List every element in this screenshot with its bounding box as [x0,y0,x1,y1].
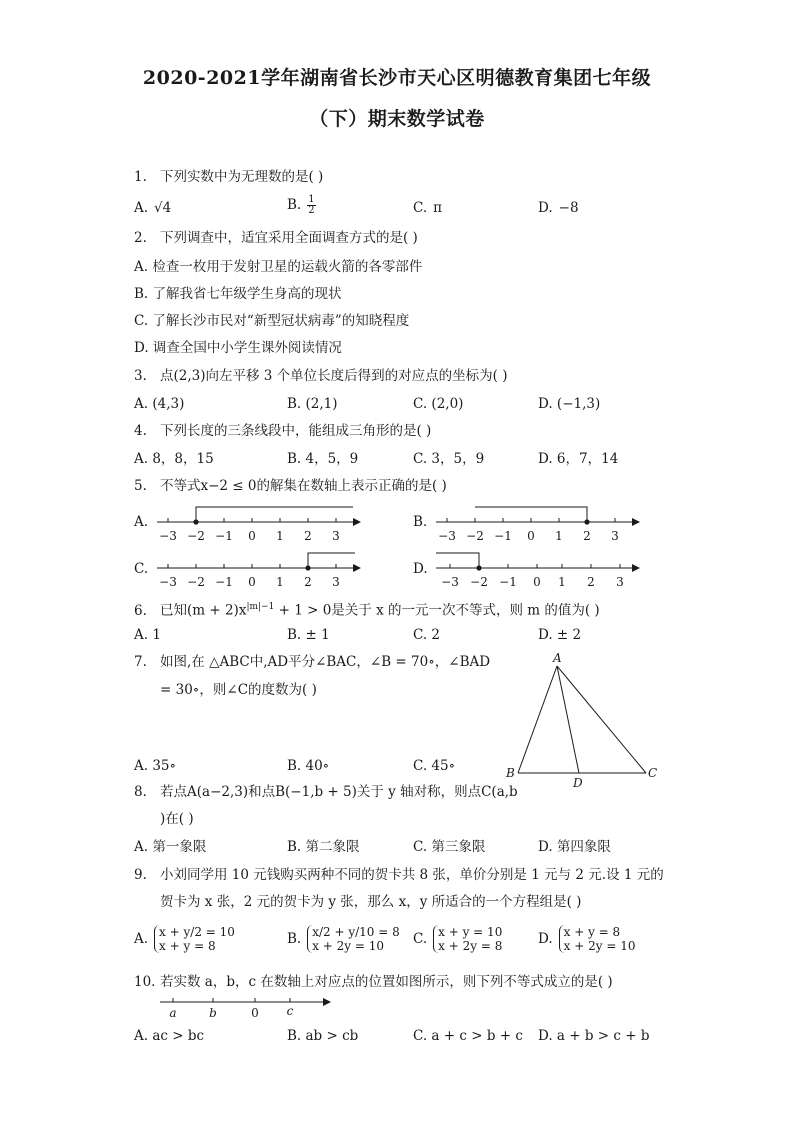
q7-option-c[interactable]: C. 45∘ [413,758,456,774]
vertex-b-label: B [506,766,515,780]
q5-label-a[interactable]: A. [134,514,149,530]
svg-text:2: 2 [304,529,312,543]
svg-text:−3: −3 [159,575,177,589]
q3-option-d[interactable]: D. (−1,3) [538,396,601,412]
svg-text:0: 0 [248,529,256,543]
question-8-cont: )在( ) [160,811,194,827]
question-3: 3. 点(2,3)向左平移 3 个单位长度后得到的对应点的坐标为( ) [134,368,508,384]
svg-text:−2: −2 [187,575,205,589]
svg-text:3: 3 [332,529,340,543]
svg-text:−2: −2 [470,575,488,589]
q5-numberline-a[interactable] [155,500,365,546]
svg-text:0: 0 [251,1006,259,1020]
svg-text:1: 1 [555,529,563,543]
question-4: 4. 下列长度的三条线段中，能组成三角形的是( ) [134,423,432,439]
q8-option-a[interactable]: A. 第一象限 [134,839,207,855]
q8-option-c[interactable]: C. 第三象限 [413,839,486,855]
svg-text:b: b [209,1006,217,1020]
q5-numberline-b[interactable] [434,500,644,546]
svg-text:a: a [169,1006,177,1020]
question-7: 7. 如图,在 △ABC中,AD平分∠BAC，∠B = 70∘，∠BAD [134,654,491,670]
svg-text:1: 1 [558,575,566,589]
q10-option-a[interactable]: A. ac > bc [134,1028,205,1044]
svg-text:c: c [286,1004,294,1018]
svg-text:−1: −1 [494,529,512,543]
q10-option-d[interactable]: D. a + b > c + b [538,1028,650,1044]
question-10: 10. 若实数 a，b，c 在数轴上对应点的位置如图所示，则下列不等式成立的是( ) [134,974,613,990]
q3-option-a[interactable]: A. (4,3) [134,396,185,412]
svg-text:−2: −2 [466,529,484,543]
q2-option-b[interactable]: B. 了解我省七年级学生身高的现状 [134,286,342,302]
q1-option-c[interactable]: C. π [413,200,443,216]
q2-option-a[interactable]: A. 检查一枚用于发射卫星的运载火箭的各零部件 [134,259,423,275]
point-d-label: D [573,776,583,790]
question-6: 6. 已知$(m + 2)x^{|m|-1} + 1 > 0$是关于 x 的一元一次不等式，则 m 的值为( ) [134,602,600,619]
question-5: 5. 不等式x−2 ≤ 0的解集在数轴上表示正确的是( ) [134,478,447,494]
equation-system: x/2 + y/10 = 8 x + 2y = 10 [307,925,400,953]
q2-option-c[interactable]: C. 了解长沙市民对“新型冠状病毒”的知晓程度 [134,313,410,329]
q5-label-d[interactable]: D. [413,561,428,577]
q1-option-a[interactable]: A. √4 [134,200,172,216]
q6-option-c[interactable]: C. 2 [413,627,441,643]
q6-option-b[interactable]: B. ± 1 [287,627,330,643]
q5-label-c[interactable]: C. [134,561,149,577]
svg-text:1: 1 [276,529,284,543]
vertex-a-label: A [553,651,562,665]
question-1 [134,168,323,186]
q9-option-a[interactable]: A. x + y/2 = 10 x + y = 8 [134,925,235,953]
page-title-line1: 2020-2021学年湖南省长沙市天心区明德教育集团七年级 [142,67,652,89]
equation-system: x + y/2 = 10 x + y = 8 [154,925,235,953]
q5-numberline-d[interactable] [434,546,644,592]
q6-option-a[interactable]: A. 1 [134,627,161,643]
svg-text:1: 1 [276,575,284,589]
q9-option-d[interactable]: D. x + y = 8 x + 2y = 10 [538,925,636,953]
question-9-cont: 贺卡为 x 张，2 元的贺卡为 y 张，那么 x，y 所适合的一个方程组是( ) [160,894,582,910]
q5-numberline-c[interactable] [155,546,365,592]
svg-text:2: 2 [304,575,312,589]
q1-option-b[interactable]: B. $\frac{1}{2}$ [287,194,315,216]
svg-text:0: 0 [527,529,535,543]
q4-option-c[interactable]: C. 3，5，9 [413,451,485,467]
q7-option-a[interactable]: A. 35∘ [134,758,177,774]
question-2: 2. 下列调查中，适宜采用全面调查方式的是( ) [134,230,418,246]
q5-label-b[interactable]: B. [413,514,428,530]
svg-text:3: 3 [332,575,340,589]
page-title-line2: （下）期末数学试卷 [309,108,485,130]
q8-option-b[interactable]: B. 第二象限 [287,839,360,855]
question-stem: 下列实数中为无理数的是( ) [160,169,324,185]
q9-option-b[interactable]: B. x/2 + y/10 = 8 x + 2y = 10 [287,925,400,953]
q8-option-d[interactable]: D. 第四象限 [538,839,611,855]
q7-triangle-figure [500,650,675,795]
q10-option-b[interactable]: B. ab > cb [287,1028,359,1044]
equation-system: x + y = 10 x + 2y = 8 [433,925,502,953]
question-number: 1. [134,169,147,185]
q4-option-a[interactable]: A. 8，8，15 [134,451,214,467]
question-7-cont: = 30∘，则∠C的度数为( ) [160,682,317,698]
q10-option-c[interactable]: C. a + c > b + c [413,1028,523,1044]
equation-system: x + y = 8 x + 2y = 10 [559,925,636,953]
q7-option-b[interactable]: B. 40∘ [287,758,330,774]
q3-option-b[interactable]: B. (2,1) [287,396,338,412]
q9-option-c[interactable]: C. x + y = 10 x + 2y = 8 [413,925,503,953]
svg-text:3: 3 [616,575,624,589]
q10-numberline [158,994,338,1022]
svg-text:2: 2 [583,529,591,543]
svg-text:−2: −2 [187,529,205,543]
q4-option-b[interactable]: B. 4，5，9 [287,451,359,467]
q1-option-d[interactable]: D. −8 [538,200,579,216]
q3-option-c[interactable]: C. (2,0) [413,396,464,412]
svg-text:0: 0 [248,575,256,589]
svg-text:−1: −1 [215,575,233,589]
svg-text:−3: −3 [438,529,456,543]
fraction-one-half: $\frac{1}{2}$ [308,194,315,216]
q6-option-d[interactable]: D. ± 2 [538,627,582,643]
svg-text:−1: −1 [215,529,233,543]
svg-text:3: 3 [611,529,619,543]
svg-text:−1: −1 [499,575,517,589]
svg-text:2: 2 [587,575,595,589]
svg-text:0: 0 [533,575,541,589]
q4-option-d[interactable]: D. 6，7，14 [538,451,619,467]
svg-text:−3: −3 [159,529,177,543]
svg-text:−3: −3 [441,575,459,589]
question-8: 8. 若点A(a−2,3)和点B(−1,b + 5)关于 y 轴对称，则点C(a,b [134,784,518,800]
vertex-c-label: C [648,766,658,780]
question-9: 9. 小刘同学用 10 元钱购买两种不同的贺卡共 8 张，单价分别是 1 元与 2 元.设 1 元的 [134,867,664,883]
q2-option-d[interactable]: D. 调查全国中小学生课外阅读情况 [134,340,342,356]
